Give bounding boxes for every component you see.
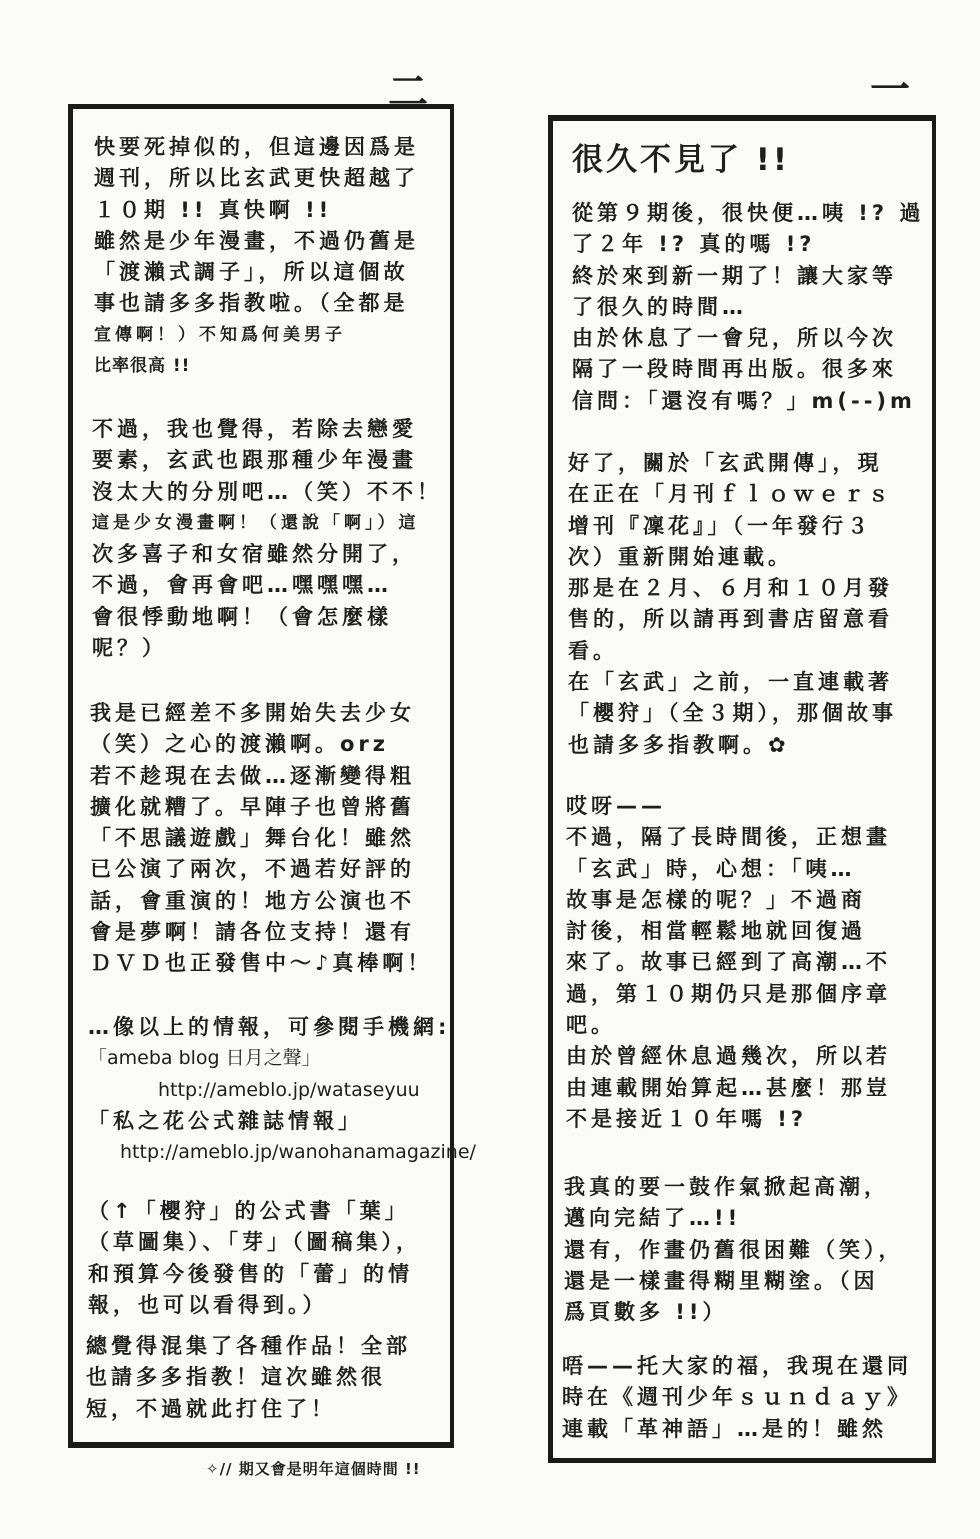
text-line: 還是一樣畫得糊里糊塗。（因	[564, 1268, 879, 1293]
text-line: 由於曾經休息過幾次，所以若	[566, 1044, 891, 1069]
right-title: 很久不見了 !!	[572, 142, 791, 178]
text-line: 增刊『凜花』」（一年發行３	[568, 513, 872, 538]
text-line: 擴化就糟了。早陣子也曾將舊	[90, 794, 415, 819]
text-line: 快要死掉似的，但這邊因爲是	[94, 135, 419, 159]
right-paragraph-2	[568, 448, 897, 761]
text-line: 已公演了兩次，不過若好評的	[90, 857, 415, 882]
text-line: 次多喜子和女宿雖然分開了，	[92, 542, 417, 567]
text-line: …像以上的情報，可參閱手機網:	[88, 1015, 451, 1039]
text-line: 好了，關於「玄武開傳」，現	[568, 451, 883, 475]
left-paragraph-1	[94, 132, 419, 382]
right-paragraph-4	[564, 1172, 904, 1328]
text-line: 了２年 !? 真的嗎 !?	[572, 232, 816, 257]
text-line: 來了。故事已經到了高潮…不	[566, 950, 891, 975]
text-line: 也請多多指教！這次雖然很	[86, 1365, 386, 1390]
text-line: 總覺得混集了各種作品！全部	[86, 1334, 411, 1358]
left-paragraph-links	[88, 1012, 476, 1168]
text-line: 若不趁現在去做…逐漸變得粗	[90, 763, 415, 788]
text-line: 爲頁數多 !!）	[564, 1300, 728, 1325]
text-line: 不過，隔了長時間後，正想畫	[566, 825, 891, 850]
text-line: 在正在「月刊ｆｌｏｗｅｒｓ	[568, 482, 893, 507]
left-paragraph-6	[86, 1331, 411, 1425]
text-line: 故事是怎樣的呢？」不過商	[566, 887, 866, 912]
text-line: http://ameblo.jp/wataseyuu	[158, 1078, 420, 1101]
text-line: 「ameba blog 日月之聲」	[88, 1047, 321, 1070]
text-line: （↑「櫻狩」的公式書「葉」	[88, 1199, 410, 1223]
text-line: 「私之花公式雜誌情報」	[88, 1108, 363, 1133]
text-line: 沒太大的分別吧…（笑）不不！	[92, 479, 442, 504]
text-line: 不是接近１０年嗎 !?	[566, 1106, 808, 1131]
text-line: （笑）之心的渡瀨啊。orz	[90, 732, 390, 757]
text-line: 終於來到新一期了！讓大家等	[572, 263, 897, 288]
text-line: 「渡瀨式調子」，所以這個故	[94, 260, 409, 285]
text-line: 還有，作畫仍舊很困難（笑），	[564, 1237, 904, 1262]
text-line: 也請多多指教啊。✿	[568, 732, 790, 757]
page-number-left: 二	[388, 68, 428, 115]
text-line: 短，不過就此打住了！	[86, 1396, 336, 1421]
text-line: 事也請多多指教啦。（全都是	[94, 291, 409, 316]
text-line: 售的，所以請再到書店留意看	[568, 607, 893, 632]
right-paragraph-1	[572, 198, 924, 417]
text-line: 由於休息了一會兒，所以今次	[572, 326, 897, 351]
text-line: http://ameblo.jp/wanohanamagazine/	[120, 1141, 476, 1164]
text-line: 話，會重演的！地方公演也不	[90, 888, 415, 913]
text-line: 次）重新開始連載。	[568, 544, 793, 569]
text-line: 要素，玄武也跟那種少年漫畫	[92, 448, 417, 473]
text-line: 討後，相當輕鬆地就回復過	[566, 919, 866, 944]
text-line: 時在《週刊少年ｓｕｎｄａｙ》	[562, 1385, 912, 1410]
text-line: 我真的要一鼓作氣掀起高潮，	[564, 1175, 889, 1199]
right-paragraph-3	[566, 791, 891, 1135]
text-line: 「不思議遊戲」舞台化！雖然	[90, 826, 415, 851]
text-line: 看。	[568, 638, 618, 663]
text-line: 我是已經差不多開始失去少女	[90, 701, 415, 725]
text-line: （草圖集）、「芽」（圖稿集），	[88, 1230, 421, 1255]
text-line: 週刊，所以比玄武更快超越了	[94, 166, 419, 191]
text-line: 「櫻狩」（全３期），那個故事	[568, 701, 897, 726]
text-line: 報，也可以看得到。）	[88, 1292, 328, 1317]
left-paragraph-3	[90, 698, 432, 980]
text-line: 邁向完結了…!!	[564, 1206, 742, 1231]
page-number-right: 一	[870, 66, 910, 113]
text-line: 呢？）	[92, 636, 167, 661]
text-line: 不過，會再會吧…嘿嘿嘿…	[92, 573, 392, 598]
text-line: 連載「革神語」…是的！雖然	[562, 1416, 887, 1441]
text-line: 「玄武」時，心想：「咦…	[566, 856, 856, 881]
text-line: 比率很高 !!	[94, 356, 191, 377]
text-line: 會是夢啊！請各位支持！還有	[90, 920, 415, 945]
text-line: 這是少女漫畫啊！（還說「啊」）這	[92, 512, 420, 533]
text-line: 唔——托大家的福，我現在還同	[562, 1354, 912, 1378]
text-line: 在「玄武」之前，一直連載著	[568, 670, 893, 695]
text-line: 隔了一段時間再出版。很多來	[572, 357, 897, 382]
text-line: 信問：「還沒有嗎？」m(--)m	[572, 388, 916, 413]
text-line: 不過，我也覺得，若除去戀愛	[92, 417, 417, 441]
text-line: 從第９期後，很快便…咦 !? 過	[572, 201, 925, 225]
text-line: 會很悸動地啊！（會怎麼樣	[92, 604, 392, 629]
left-paragraph-2	[92, 414, 442, 664]
left-paragraph-5	[88, 1196, 421, 1321]
text-line: 那是在２月、６月和１０月發	[568, 576, 893, 601]
text-line: １０期 !! 真快啊 !!	[94, 197, 333, 222]
text-line: 和預算今後發售的「蕾」的情	[88, 1261, 413, 1286]
text-line: ＤＶＤ也正發售中～♪真棒啊！	[90, 951, 433, 976]
text-line: 哎呀——	[566, 794, 666, 818]
text-line: 過，第１０期仍只是那個序章	[566, 981, 891, 1006]
text-line: 吧。	[566, 1013, 616, 1038]
text-line: 雖然是少年漫畫，不過仍舊是	[94, 228, 419, 253]
footer-note: ✧// 期又會是明年這個時間 !!	[206, 1460, 421, 1478]
text-line: 了很久的時間…	[572, 294, 747, 319]
text-line: 由連載開始算起…甚麼！那豈	[566, 1075, 891, 1100]
text-line: 宣傳啊！）不知爲何美男子	[94, 324, 346, 345]
right-paragraph-5	[562, 1351, 912, 1445]
